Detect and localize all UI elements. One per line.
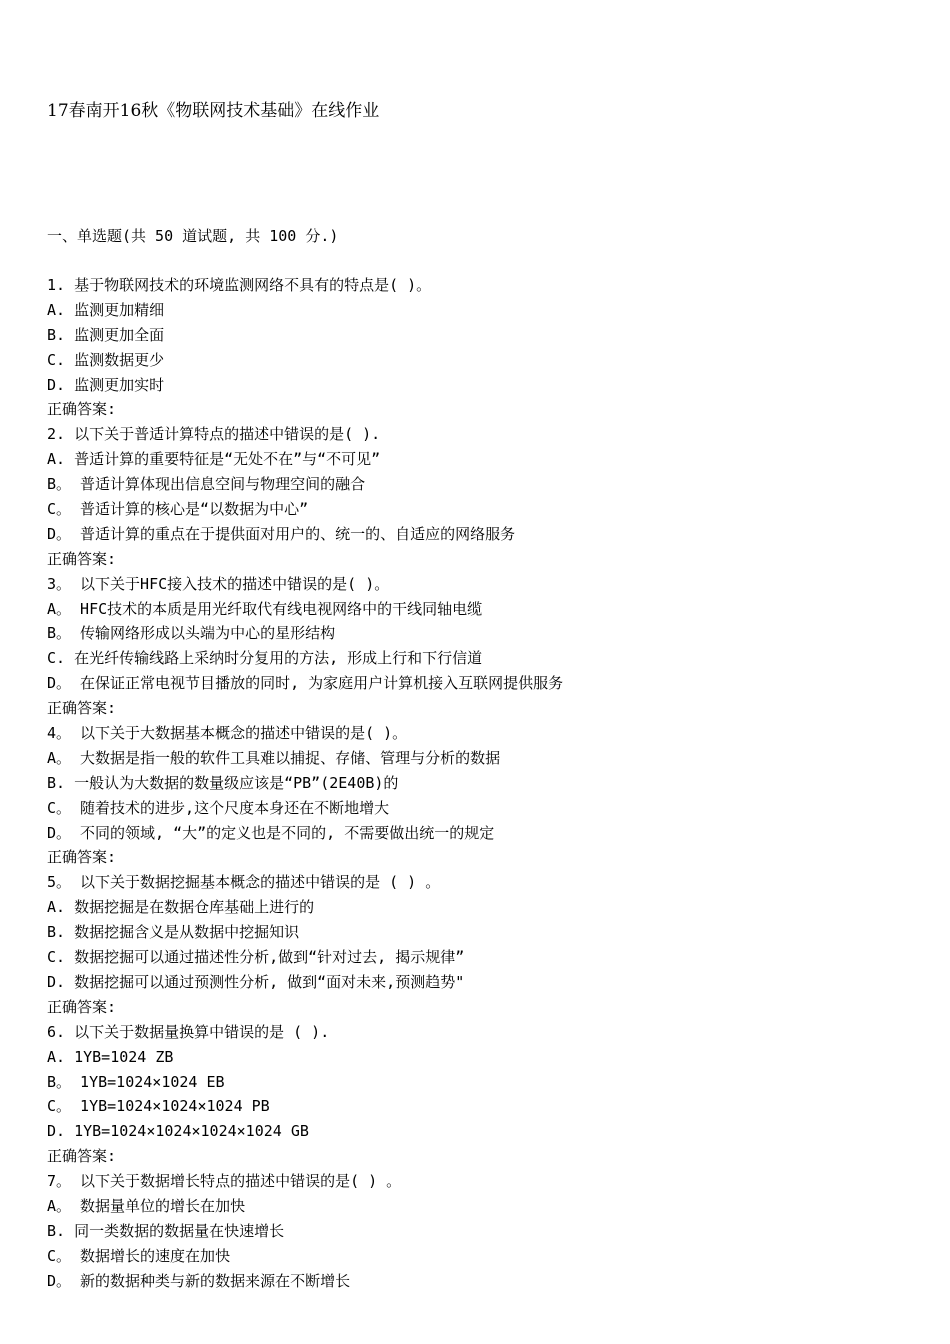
option-d: D。 在保证正常电视节目播放的同时, 为家庭用户计算机接入互联网提供服务	[47, 674, 564, 693]
option-d: D。 普适计算的重点在于提供面对用户的、统一的、自适应的网络服务	[47, 524, 516, 543]
option-b: B。 传输网络形成以头端为中心的星形结构	[47, 624, 336, 643]
question-stem: 2. 以下关于普适计算特点的描述中错误的是( ).	[47, 425, 381, 444]
option-d: D. 1YB=1024×1024×1024×1024 GB	[47, 1122, 309, 1141]
option-c: C。 普适计算的核心是“以数据为中心”	[47, 500, 309, 519]
question-stem: 3。 以下关于HFC接入技术的描述中错误的是( )。	[47, 574, 390, 593]
section-heading: 一、单选题(共 50 道试题, 共 100 分.)	[47, 227, 339, 245]
question-stem: 6. 以下关于数据量换算中错误的是 ( ).	[47, 1022, 330, 1041]
document-title: 17春南开16秋《物联网技术基础》在线作业	[47, 101, 380, 121]
option-d: D。 不同的领域, “大”的定义也是不同的, 不需要做出统一的规定	[47, 823, 495, 842]
option-c: C. 监测数据更少	[47, 350, 165, 369]
option-b: B. 同一类数据的数据量在快速增长	[47, 1221, 285, 1240]
option-a: A。 大数据是指一般的软件工具难以捕捉、存储、管理与分析的数据	[47, 748, 501, 767]
option-b: B. 数据挖掘含义是从数据中挖掘知识	[47, 923, 300, 942]
question-stem: 7。 以下关于数据增长特点的描述中错误的是( ) 。	[47, 1172, 402, 1191]
option-d: D. 数据挖掘可以通过预测性分析, 做到“面对未来,预测趋势"	[47, 972, 465, 991]
option-a: A. 监测更加精细	[47, 300, 165, 319]
answer-label: 正确答案:	[47, 1147, 117, 1166]
answer-label: 正确答案:	[47, 400, 117, 419]
option-b: B。 普适计算体现出信息空间与物理空间的融合	[47, 475, 366, 494]
option-c: C. 在光纤传输线路上采纳时分复用的方法, 形成上行和下行信道	[47, 649, 483, 668]
option-c: C。 1YB=1024×1024×1024 PB	[47, 1097, 270, 1116]
answer-label: 正确答案:	[47, 699, 117, 718]
option-c: C. 数据挖掘可以通过描述性分析,做到“针对过去, 揭示规律”	[47, 948, 465, 967]
option-c: C。 数据增长的速度在加快	[47, 1246, 231, 1265]
answer-label: 正确答案:	[47, 997, 117, 1016]
option-d: D. 监测更加实时	[47, 375, 165, 394]
answer-label: 正确答案:	[47, 848, 117, 867]
option-c: C。 随着技术的进步,这个尺度本身还在不断地增大	[47, 798, 390, 817]
option-b: B. 监测更加全面	[47, 325, 165, 344]
option-a: A. 数据挖掘是在数据仓库基础上进行的	[47, 898, 315, 917]
option-a: A. 普适计算的重要特征是“无处不在”与“不可见”	[47, 450, 381, 469]
question-stem: 5。 以下关于数据挖掘基本概念的描述中错误的是 ( ) 。	[47, 873, 441, 892]
option-a: A。 HFC技术的本质是用光纤取代有线电视网络中的干线同轴电缆	[47, 599, 483, 618]
option-a: A. 1YB=1024 ZB	[47, 1047, 174, 1066]
option-b: B. 一般认为大数据的数量级应该是“PB”(2E40B)的	[47, 773, 399, 792]
question-list	[47, 273, 927, 1294]
option-b: B。 1YB=1024×1024 EB	[47, 1072, 225, 1091]
option-d: D。 新的数据种类与新的数据来源在不断增长	[47, 1271, 351, 1290]
answer-label: 正确答案:	[47, 549, 117, 568]
question-stem: 4。 以下关于大数据基本概念的描述中错误的是( )。	[47, 724, 408, 743]
question-stem: 1. 基于物联网技术的环境监测网络不具有的特点是( )。	[47, 276, 432, 294]
option-a: A。 数据量单位的增长在加快	[47, 1196, 246, 1215]
